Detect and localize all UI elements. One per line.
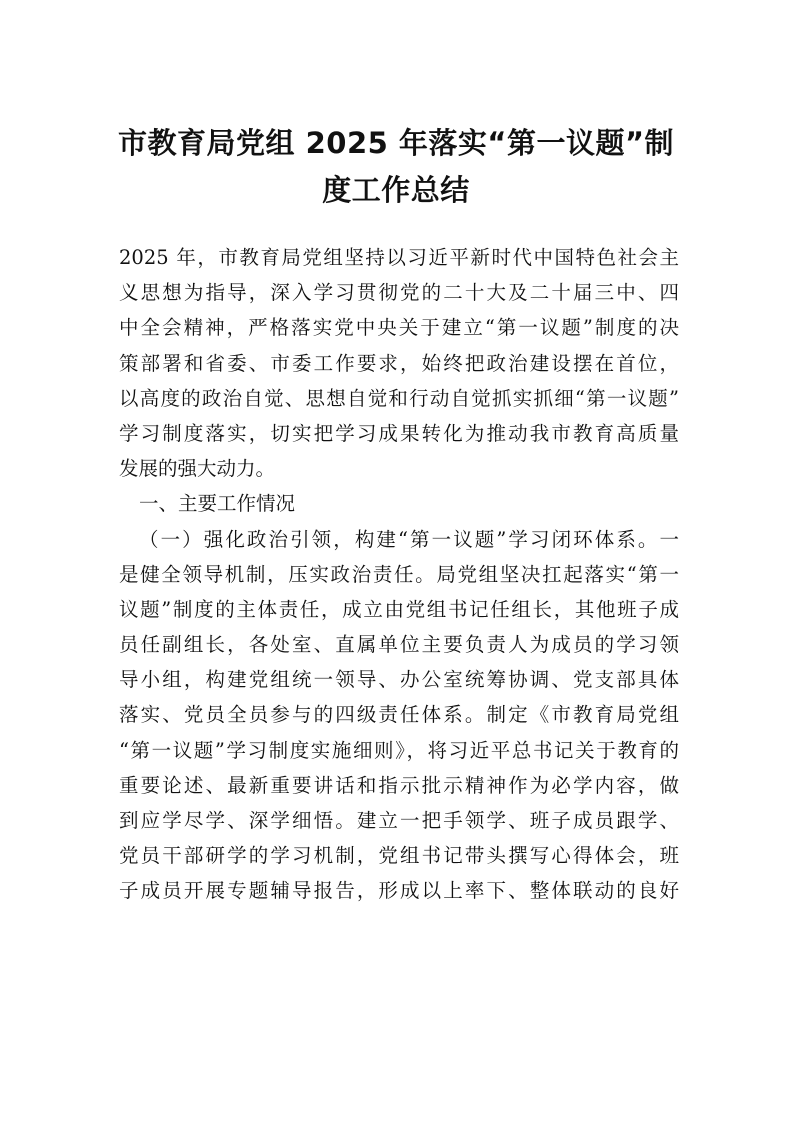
section1-line-4: 员任副组长，各处室、直属单位主要负责人为成员的学习领 — [119, 633, 679, 657]
section1-line-3: 议题”制度的主体责任，成立由党组书记任组长，其他班子成 — [119, 597, 679, 621]
section1-line-11: 子成员开展专题辅导报告，形成以上率下、整体联动的良好 — [119, 879, 679, 903]
section1-line-6: 落实、党员全员参与的四级责任体系。制定《市教育局党组 — [119, 703, 679, 727]
document-title — [118, 120, 674, 214]
section1-paragraph — [119, 522, 679, 909]
intro-line-6: 学习制度落实，切实把学习成果转化为推动我市教育高质量 — [119, 421, 679, 445]
title-line-1: 市教育局党组 2025 年落实“第一议题”制 — [118, 126, 675, 160]
intro-line-4: 策部署和省委、市委工作要求，始终把政治建设摆在首位， — [119, 351, 679, 375]
intro-line-1: 2025 年，市教育局党组坚持以习近平新时代中国特色社会主 — [119, 246, 679, 269]
section1-line-1: （一）强化政治引领，构建“第一议题”学习闭环体系。一 — [139, 527, 679, 551]
section1-line-8: 重要论述、最新重要讲话和指示批示精神作为必学内容，做 — [119, 773, 679, 797]
title-line-2: 度工作总结 — [322, 173, 470, 207]
intro-line-2: 义思想为指导，深入学习贯彻党的二十大及二十届三中、四 — [119, 281, 679, 305]
section1-line-5: 导小组，构建党组统一领导、办公室统筹协调、党支部具体 — [119, 668, 679, 692]
section1-line-2: 是健全领导机制，压实政治责任。局党组坚决扛起落实“第一 — [119, 562, 679, 586]
section1-line-10: 党员干部研学的学习机制，党组书记带头撰写心得体会，班 — [119, 844, 679, 868]
document-body — [119, 240, 679, 909]
section-heading: 一、主要工作情况 — [139, 492, 296, 516]
intro-line-7: 发展的强大动力。 — [119, 457, 276, 481]
intro-paragraph — [119, 240, 679, 486]
section1-line-7: “第一议题”学习制度实施细则》，将习近平总书记关于教育的 — [119, 738, 679, 762]
intro-line-3: 中全会精神，严格落实党中央关于建立“第一议题”制度的决 — [119, 316, 679, 340]
intro-line-5: 以高度的政治自觉、思想自觉和行动自觉抓实抓细“第一议题” — [119, 386, 679, 410]
section1-line-9: 到应学尽学、深学细悟。建立一把手领学、班子成员跟学、 — [119, 809, 679, 832]
